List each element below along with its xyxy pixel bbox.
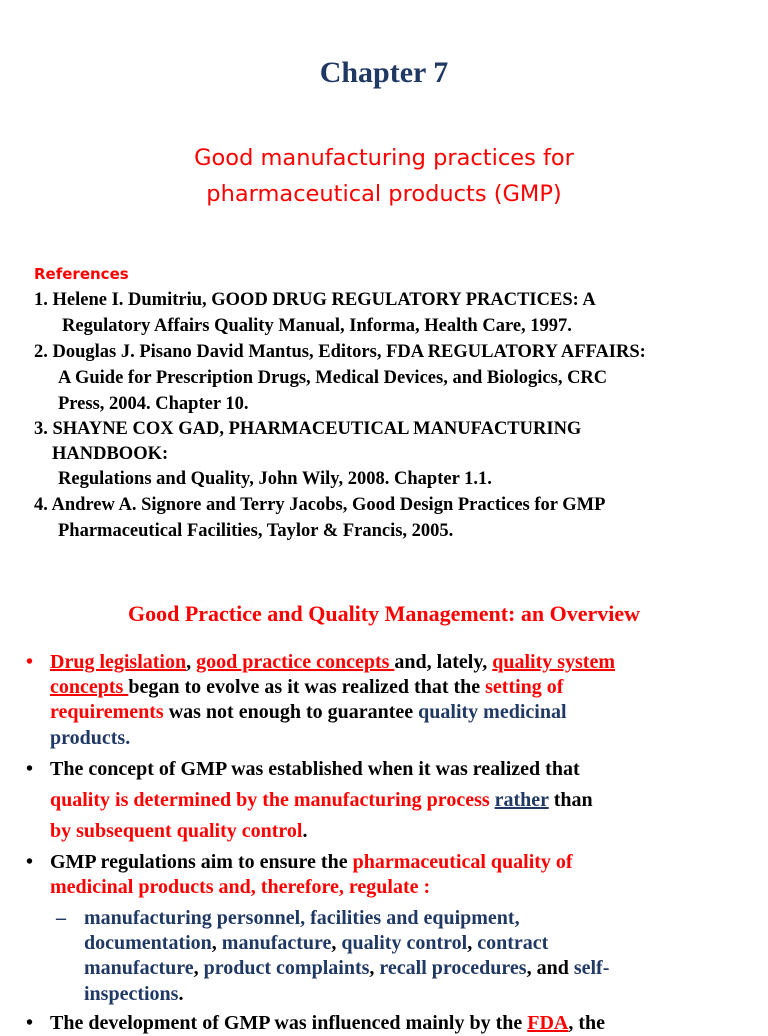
bullet-marker: • [26,1012,34,1034]
bullet-1-line-4: products. [50,727,131,749]
sub-bullet-line-3: manufacture, product complaints, recall procedures, and self- [84,957,610,979]
page-title [0,140,768,212]
drug-legislation-text: Drug legislation [50,651,187,673]
quality-system-text: quality system [492,651,616,673]
title-line-2: pharmaceutical products (GMP) [206,181,562,207]
bullet-marker: • [26,651,34,673]
good-practice-concepts-text: good practice concepts [196,651,395,673]
reference-line: 2. Douglas J. Pisano David Mantus, Editors, FDA REGULATORY AFFAIRS: [34,342,646,362]
bullet-4-line-1: The development of GMP was influenced mainly by the FDA, the [50,1012,606,1034]
bullet-2-line-3: by subsequent quality control. [50,820,308,842]
bullet-1-line-1: Drug legislation, good practice concepts and, lately, quality system [50,651,616,673]
bullet-1-line-3: requirements was not enough to guarantee quality medicinal [50,701,567,723]
reference-line: Pharmaceutical Facilities, Taylor & Francis, 2005. [58,521,454,541]
reference-line: Press, 2004. Chapter 10. [58,394,249,414]
bullet-2-line-1: The concept of GMP was established when it was realized that [50,758,580,780]
sub-bullet-line-4: inspections. [84,983,184,1005]
rather-text: rather [494,789,549,811]
title-line-1: Good manufacturing practices for [194,145,574,171]
bullet-3-line-2: medicinal products and, therefore, regulate : [50,876,431,898]
reference-line: 3. SHAYNE COX GAD, PHARMACEUTICAL MANUFACTURING [34,419,582,439]
sub-bullet-line-2: documentation, manufacture, quality control, contract [84,932,549,954]
bullet-marker: • [26,851,34,873]
section-title: Good Practice and Quality Management: an Overview [127,601,641,626]
sub-bullet-line-1: manufacturing personnel, facilities and equipment, [84,907,520,929]
bullet-3-line-1: GMP regulations aim to ensure the pharmaceutical quality of [50,851,573,873]
bullet-marker: • [26,758,34,780]
reference-line: Regulations and Quality, John Wily, 2008. Chapter 1.1. [58,469,492,489]
reference-line: 1. Helene I. Dumitriu, GOOD DRUG REGULATORY PRACTICES: A [34,290,596,310]
reference-line: 4. Andrew A. Signore and Terry Jacobs, Good Design Practices for GMP [34,495,606,515]
fda-text: FDA [527,1012,569,1034]
bullet-2-line-2: quality is determined by the manufacturing process rather than [50,789,593,811]
chapter-heading: Chapter 7 [319,56,449,89]
reference-line: Regulatory Affairs Quality Manual, Informa, Health Care, 1997. [62,316,572,336]
reference-line: A Guide for Prescription Drugs, Medical Devices, and Biologics, CRC [58,368,608,388]
reference-line: HANDBOOK: [52,444,169,464]
references-heading: References [34,265,129,283]
bullet-1-line-2: concepts began to evolve as it was realized that the setting of [50,676,564,698]
dash-marker: – [56,907,66,929]
